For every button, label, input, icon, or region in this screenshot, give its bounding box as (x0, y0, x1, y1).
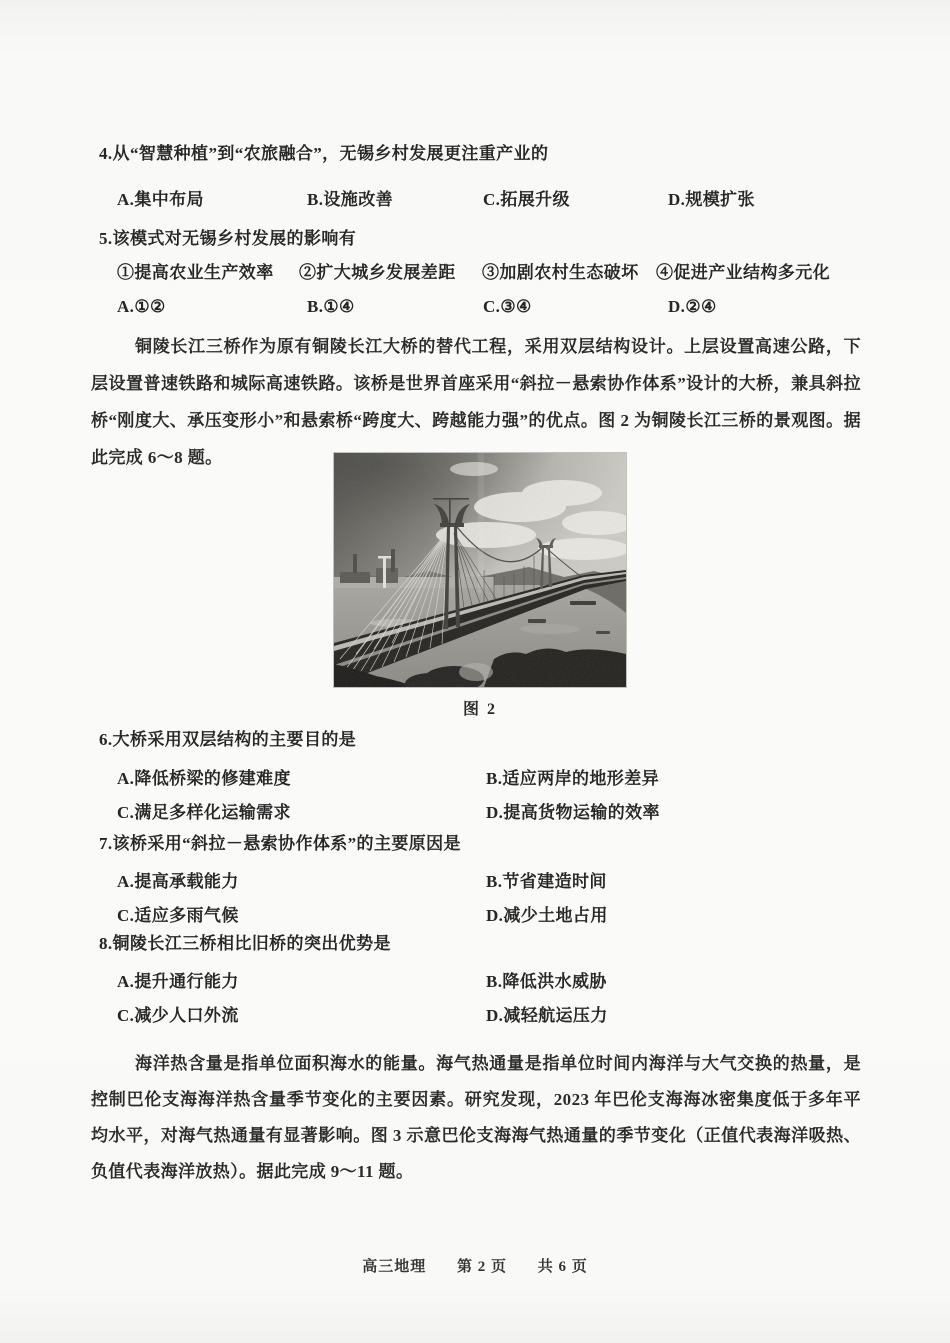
option-5c: C.③④ (483, 297, 532, 316)
footer-page-total: 共 6 页 (537, 1259, 588, 1275)
option-7a: A.提高承载能力 (117, 872, 239, 891)
question-5-options (99, 294, 861, 319)
question-7-stem: 7.该桥采用“斜拉－悬索协作体系”的主要原因是 (99, 834, 461, 853)
question-6 (99, 727, 861, 825)
figure-2-caption: 图 2 (462, 701, 497, 718)
option-7d: D.减少土地占用 (486, 906, 608, 925)
option-8c: C.减少人口外流 (117, 1006, 239, 1025)
question-5-stem: 5.该模式对无锡乡村发展的影响有 (99, 229, 357, 248)
question-5 (99, 226, 861, 319)
footer-page-number: 第 2 页 (456, 1259, 507, 1275)
page-footer (0, 1255, 950, 1276)
question-6-stem: 6.大桥采用双层结构的主要目的是 (99, 730, 357, 749)
question-4-stem: 4.从“智慧种植”到“农旅融合”，无锡乡村发展更注重产业的 (99, 144, 549, 163)
option-8b: B.降低洪水威胁 (486, 972, 607, 991)
option-6b: B.适应两岸的地形差异 (486, 769, 659, 788)
question-5-items (99, 260, 861, 285)
option-4b: B.设施改善 (307, 190, 393, 209)
question-7-options-row1 (99, 869, 861, 894)
option-6c: C.满足多样化运输需求 (117, 803, 291, 822)
photo-grain (334, 453, 626, 687)
question-6-options-row2 (99, 800, 861, 825)
question-8 (99, 931, 861, 1028)
item-1: ①提高农业生产效率 (117, 263, 274, 282)
option-4d: D.规模扩张 (668, 190, 755, 209)
option-5d: D.②④ (668, 297, 717, 316)
question-7-options-row2 (99, 903, 861, 928)
item-3: ③加剧农村生态破坏 (482, 263, 639, 282)
item-2: ②扩大城乡发展差距 (299, 263, 456, 282)
question-8-options-row1 (99, 969, 861, 994)
option-4a: A.集中布局 (117, 190, 204, 209)
option-7c: C.适应多雨气候 (117, 906, 239, 925)
item-4: ④促进产业结构多元化 (656, 263, 830, 282)
option-7b: B.节省建造时间 (486, 872, 607, 891)
figure-2 (334, 453, 626, 719)
question-4-options (99, 187, 861, 212)
option-6d: D.提高货物运输的效率 (486, 803, 660, 822)
question-8-options-row2 (99, 1003, 861, 1028)
option-8d: D.减轻航运压力 (486, 1006, 608, 1025)
option-5a: A.①② (117, 297, 166, 316)
passage-ocean-heat: 海洋热含量是指单位面积海水的能量。海气热通量是指单位时间内海洋与大气交换的热量，是控制巴伦支海海洋热含量季节变化的主要因素。研究发现，2023 年巴伦支海海冰密集度低于多年平均水平，对海气热通量有显著影响。图 3 示意巴伦支海海气热通量的季节变化（正值代表海洋吸热、负值代表海洋放热）。据此完成 9～11 题。 (91, 1054, 861, 1181)
footer-subject: 高三地理 (362, 1259, 427, 1275)
option-8a: A.提升通行能力 (117, 972, 239, 991)
option-4c: C.拓展升级 (483, 190, 570, 209)
question-7 (99, 831, 861, 928)
passage-bridge: 铜陵长江三桥作为原有铜陵长江大桥的替代工程，采用双层结构设计。上层设置高速公路，下层设置普速铁路和城际高速铁路。该桥是世界首座采用“斜拉－悬索协作体系”设计的大桥，兼具斜拉桥“刚度大、承压变形小”和悬索桥“跨度大、跨越能力强”的优点。图 2 为铜陵长江三桥的景观图。据此完成 6～8 题。 (91, 337, 861, 467)
question-4 (99, 141, 861, 212)
option-5b: B.①④ (307, 297, 355, 316)
question-8-stem: 8.铜陵长江三桥相比旧桥的突出优势是 (99, 934, 391, 953)
question-6-options-row1 (99, 766, 861, 791)
option-6a: A.降低桥梁的修建难度 (117, 769, 291, 788)
bridge-photo (334, 453, 626, 687)
